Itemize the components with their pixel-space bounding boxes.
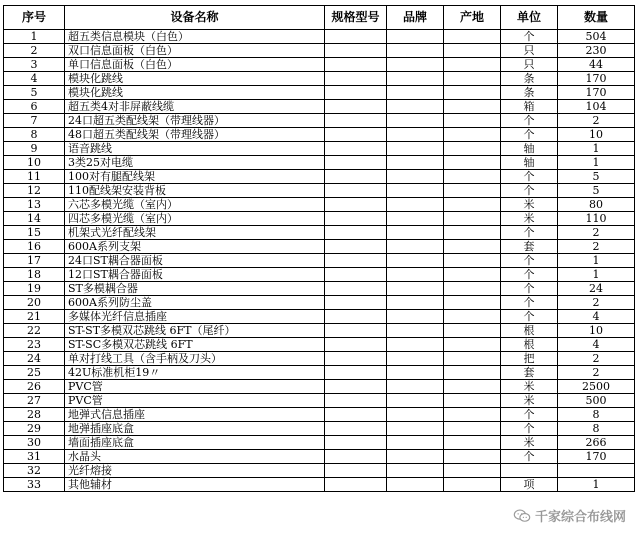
cell-brand <box>387 408 444 422</box>
cell-origin <box>444 254 501 268</box>
cell-spec <box>325 156 387 170</box>
cell-spec <box>325 212 387 226</box>
table-row <box>4 226 635 240</box>
cell-unit: 米 <box>501 380 558 394</box>
cell-qty: 10 <box>558 128 635 142</box>
cell-name: 单对打线工具（含手柄及刀头） <box>65 352 325 366</box>
cell-spec <box>325 478 387 492</box>
cell-brand <box>387 184 444 198</box>
cell-origin <box>444 184 501 198</box>
table-row <box>4 338 635 352</box>
cell-spec <box>325 408 387 422</box>
cell-unit: 条 <box>501 72 558 86</box>
table-row <box>4 352 635 366</box>
cell-unit: 个 <box>501 30 558 44</box>
cell-origin <box>444 72 501 86</box>
table-row <box>4 198 635 212</box>
header-unit: 单位 <box>501 6 558 30</box>
cell-spec <box>325 380 387 394</box>
cell-spec <box>325 394 387 408</box>
cell-no: 1 <box>4 30 65 44</box>
cell-brand <box>387 156 444 170</box>
cell-no: 26 <box>4 380 65 394</box>
cell-qty: 1 <box>558 478 635 492</box>
cell-qty: 266 <box>558 436 635 450</box>
cell-name: 42U标准机柜19〃 <box>65 366 325 380</box>
cell-brand <box>387 282 444 296</box>
header-no: 序号 <box>4 6 65 30</box>
cell-brand <box>387 352 444 366</box>
cell-name: 机架式光纤配线架 <box>65 226 325 240</box>
cell-origin <box>444 142 501 156</box>
cell-origin <box>444 282 501 296</box>
cell-no: 17 <box>4 254 65 268</box>
cell-brand <box>387 72 444 86</box>
cell-qty: 5 <box>558 184 635 198</box>
cell-qty: 2 <box>558 114 635 128</box>
cell-origin <box>444 450 501 464</box>
cell-unit: 个 <box>501 310 558 324</box>
cell-brand <box>387 436 444 450</box>
cell-spec <box>325 310 387 324</box>
cell-brand <box>387 128 444 142</box>
cell-qty: 2500 <box>558 380 635 394</box>
cell-qty: 2 <box>558 226 635 240</box>
cell-spec <box>325 114 387 128</box>
cell-unit: 只 <box>501 58 558 72</box>
table-row <box>4 394 635 408</box>
cell-origin <box>444 408 501 422</box>
cell-name: ST-ST多模双芯跳线 6FT（尾纤） <box>65 324 325 338</box>
cell-name: 600A系列防尘盖 <box>65 296 325 310</box>
cell-origin <box>444 366 501 380</box>
cell-name: PVC管 <box>65 394 325 408</box>
header-brand: 品牌 <box>387 6 444 30</box>
cell-brand <box>387 366 444 380</box>
cell-qty: 2 <box>558 240 635 254</box>
cell-unit: 米 <box>501 198 558 212</box>
table-row <box>4 296 635 310</box>
cell-unit: 个 <box>501 282 558 296</box>
cell-unit: 套 <box>501 240 558 254</box>
cell-brand <box>387 324 444 338</box>
cell-unit: 项 <box>501 478 558 492</box>
cell-brand <box>387 380 444 394</box>
cell-brand <box>387 464 444 478</box>
cell-spec <box>325 296 387 310</box>
cell-spec <box>325 352 387 366</box>
table-row <box>4 72 635 86</box>
cell-brand <box>387 170 444 184</box>
cell-no: 30 <box>4 436 65 450</box>
cell-unit <box>501 464 558 478</box>
cell-name: 超五类信息模块（白色） <box>65 30 325 44</box>
cell-origin <box>444 156 501 170</box>
cell-origin <box>444 30 501 44</box>
table-row <box>4 240 635 254</box>
cell-spec <box>325 100 387 114</box>
cell-qty: 170 <box>558 86 635 100</box>
cell-origin <box>444 170 501 184</box>
cell-name: 墙面插座底盒 <box>65 436 325 450</box>
table-row <box>4 142 635 156</box>
cell-origin <box>444 478 501 492</box>
cell-name: PVC管 <box>65 380 325 394</box>
cell-unit: 个 <box>501 422 558 436</box>
table-row <box>4 156 635 170</box>
cell-name: 六芯多模光缆（室内） <box>65 198 325 212</box>
cell-name: 超五类4对非屏蔽线缆 <box>65 100 325 114</box>
cell-no: 32 <box>4 464 65 478</box>
table-row <box>4 114 635 128</box>
table-row <box>4 422 635 436</box>
cell-origin <box>444 296 501 310</box>
cell-unit: 根 <box>501 338 558 352</box>
cell-unit: 个 <box>501 254 558 268</box>
cell-unit: 个 <box>501 268 558 282</box>
cell-spec <box>325 436 387 450</box>
cell-spec <box>325 324 387 338</box>
table-row <box>4 100 635 114</box>
cell-spec <box>325 366 387 380</box>
cell-unit: 米 <box>501 436 558 450</box>
cell-spec <box>325 282 387 296</box>
table-row <box>4 58 635 72</box>
cell-no: 24 <box>4 352 65 366</box>
cell-name: 24口超五类配线架（带理线器） <box>65 114 325 128</box>
cell-origin <box>444 338 501 352</box>
cell-unit: 个 <box>501 128 558 142</box>
cell-no: 7 <box>4 114 65 128</box>
cell-no: 2 <box>4 44 65 58</box>
cell-unit: 条 <box>501 86 558 100</box>
table-row <box>4 268 635 282</box>
cell-origin <box>444 212 501 226</box>
cell-unit: 米 <box>501 394 558 408</box>
cell-qty: 1 <box>558 142 635 156</box>
table-row <box>4 254 635 268</box>
cell-no: 29 <box>4 422 65 436</box>
cell-no: 14 <box>4 212 65 226</box>
cell-name: 100对有腿配线架 <box>65 170 325 184</box>
cell-qty: 4 <box>558 310 635 324</box>
cell-no: 12 <box>4 184 65 198</box>
cell-spec <box>325 184 387 198</box>
cell-no: 28 <box>4 408 65 422</box>
table-body <box>4 30 635 492</box>
cell-origin <box>444 226 501 240</box>
cell-unit: 箱 <box>501 100 558 114</box>
cell-brand <box>387 240 444 254</box>
cell-qty: 110 <box>558 212 635 226</box>
cell-spec <box>325 226 387 240</box>
table-row <box>4 450 635 464</box>
cell-name: 水晶头 <box>65 450 325 464</box>
cell-qty: 2 <box>558 352 635 366</box>
cell-brand <box>387 268 444 282</box>
cell-name: 12口ST耦合器面板 <box>65 268 325 282</box>
cell-name: 地弹式信息插座 <box>65 408 325 422</box>
equipment-table <box>3 5 635 492</box>
header-name: 设备名称 <box>65 6 325 30</box>
cell-name: 四芯多模光缆（室内） <box>65 212 325 226</box>
cell-origin <box>444 240 501 254</box>
cell-origin <box>444 128 501 142</box>
cell-spec <box>325 422 387 436</box>
cell-qty: 2 <box>558 366 635 380</box>
cell-unit: 把 <box>501 352 558 366</box>
table-row <box>4 86 635 100</box>
cell-qty: 24 <box>558 282 635 296</box>
table-row <box>4 44 635 58</box>
cell-qty: 1 <box>558 156 635 170</box>
cell-brand <box>387 226 444 240</box>
cell-origin <box>444 100 501 114</box>
cell-origin <box>444 198 501 212</box>
cell-brand <box>387 338 444 352</box>
cell-spec <box>325 142 387 156</box>
cell-name: 光纤熔接 <box>65 464 325 478</box>
cell-qty: 1 <box>558 268 635 282</box>
table-row <box>4 30 635 44</box>
cell-unit: 个 <box>501 226 558 240</box>
cell-brand <box>387 478 444 492</box>
cell-unit: 个 <box>501 450 558 464</box>
cell-no: 27 <box>4 394 65 408</box>
cell-spec <box>325 450 387 464</box>
cell-no: 31 <box>4 450 65 464</box>
cell-brand <box>387 254 444 268</box>
cell-brand <box>387 44 444 58</box>
cell-origin <box>444 114 501 128</box>
cell-no: 20 <box>4 296 65 310</box>
table-row <box>4 212 635 226</box>
cell-no: 33 <box>4 478 65 492</box>
table-row <box>4 464 635 478</box>
cell-brand <box>387 86 444 100</box>
cell-name: 24口ST耦合器面板 <box>65 254 325 268</box>
cell-qty: 8 <box>558 422 635 436</box>
cell-qty: 8 <box>558 408 635 422</box>
cell-brand <box>387 296 444 310</box>
cell-no: 16 <box>4 240 65 254</box>
cell-spec <box>325 44 387 58</box>
cell-unit: 根 <box>501 324 558 338</box>
wechat-icon <box>513 509 531 523</box>
cell-brand <box>387 422 444 436</box>
cell-unit: 只 <box>501 44 558 58</box>
cell-qty: 44 <box>558 58 635 72</box>
cell-spec <box>325 198 387 212</box>
cell-brand <box>387 212 444 226</box>
cell-name: 单口信息面板（白色） <box>65 58 325 72</box>
cell-qty: 80 <box>558 198 635 212</box>
watermark-text: 千家综合布线网 <box>534 510 626 525</box>
table-row <box>4 310 635 324</box>
cell-unit: 个 <box>501 184 558 198</box>
cell-qty: 504 <box>558 30 635 44</box>
watermark <box>513 506 626 525</box>
cell-no: 5 <box>4 86 65 100</box>
cell-qty: 1 <box>558 254 635 268</box>
table-row <box>4 324 635 338</box>
cell-brand <box>387 58 444 72</box>
cell-origin <box>444 86 501 100</box>
cell-qty: 170 <box>558 450 635 464</box>
cell-spec <box>325 86 387 100</box>
table-row <box>4 184 635 198</box>
cell-unit: 轴 <box>501 156 558 170</box>
cell-origin <box>444 268 501 282</box>
cell-name: ST多模耦合器 <box>65 282 325 296</box>
cell-unit: 个 <box>501 170 558 184</box>
cell-name: ST-SC多模双芯跳线 6FT <box>65 338 325 352</box>
cell-no: 19 <box>4 282 65 296</box>
cell-unit: 轴 <box>501 142 558 156</box>
cell-no: 21 <box>4 310 65 324</box>
table-row <box>4 408 635 422</box>
cell-unit: 个 <box>501 114 558 128</box>
cell-no: 25 <box>4 366 65 380</box>
cell-brand <box>387 30 444 44</box>
cell-qty: 10 <box>558 324 635 338</box>
cell-no: 23 <box>4 338 65 352</box>
cell-no: 4 <box>4 72 65 86</box>
cell-spec <box>325 58 387 72</box>
cell-origin <box>444 436 501 450</box>
cell-brand <box>387 310 444 324</box>
cell-unit: 套 <box>501 366 558 380</box>
cell-no: 9 <box>4 142 65 156</box>
header-row <box>4 6 635 30</box>
table-row <box>4 170 635 184</box>
cell-no: 13 <box>4 198 65 212</box>
cell-no: 22 <box>4 324 65 338</box>
cell-name: 多媒体光纤信息插座 <box>65 310 325 324</box>
header-origin: 产地 <box>444 6 501 30</box>
cell-name: 其他辅材 <box>65 478 325 492</box>
cell-qty: 500 <box>558 394 635 408</box>
cell-origin <box>444 352 501 366</box>
cell-unit: 个 <box>501 408 558 422</box>
cell-brand <box>387 198 444 212</box>
cell-name: 模块化跳线 <box>65 86 325 100</box>
cell-origin <box>444 422 501 436</box>
cell-no: 15 <box>4 226 65 240</box>
cell-no: 10 <box>4 156 65 170</box>
cell-unit: 米 <box>501 212 558 226</box>
cell-brand <box>387 394 444 408</box>
table-row <box>4 282 635 296</box>
cell-name: 600A系列支架 <box>65 240 325 254</box>
cell-origin <box>444 44 501 58</box>
cell-brand <box>387 450 444 464</box>
cell-spec <box>325 338 387 352</box>
cell-qty: 230 <box>558 44 635 58</box>
cell-spec <box>325 240 387 254</box>
cell-qty: 170 <box>558 72 635 86</box>
cell-qty: 5 <box>558 170 635 184</box>
cell-no: 3 <box>4 58 65 72</box>
cell-brand <box>387 142 444 156</box>
cell-origin <box>444 464 501 478</box>
cell-name: 3类25对电缆 <box>65 156 325 170</box>
cell-name: 语音跳线 <box>65 142 325 156</box>
cell-brand <box>387 114 444 128</box>
cell-spec <box>325 170 387 184</box>
cell-no: 8 <box>4 128 65 142</box>
cell-spec <box>325 464 387 478</box>
cell-qty: 104 <box>558 100 635 114</box>
table-row <box>4 436 635 450</box>
table-row <box>4 380 635 394</box>
cell-spec <box>325 30 387 44</box>
cell-spec <box>325 72 387 86</box>
cell-unit: 个 <box>501 296 558 310</box>
cell-origin <box>444 324 501 338</box>
cell-qty: 4 <box>558 338 635 352</box>
cell-origin <box>444 58 501 72</box>
cell-brand <box>387 100 444 114</box>
cell-spec <box>325 268 387 282</box>
cell-qty: 2 <box>558 296 635 310</box>
cell-name: 双口信息面板（白色） <box>65 44 325 58</box>
cell-qty <box>558 464 635 478</box>
cell-name: 48口超五类配线架（带理线器） <box>65 128 325 142</box>
cell-spec <box>325 128 387 142</box>
header-qty: 数量 <box>558 6 635 30</box>
cell-no: 6 <box>4 100 65 114</box>
header-spec: 规格型号 <box>325 6 387 30</box>
cell-name: 110配线架安装背板 <box>65 184 325 198</box>
cell-name: 模块化跳线 <box>65 72 325 86</box>
cell-origin <box>444 394 501 408</box>
cell-name: 地弹插座底盒 <box>65 422 325 436</box>
table-row <box>4 366 635 380</box>
cell-no: 18 <box>4 268 65 282</box>
cell-origin <box>444 310 501 324</box>
cell-origin <box>444 380 501 394</box>
cell-spec <box>325 254 387 268</box>
table-row <box>4 478 635 492</box>
table-row <box>4 128 635 142</box>
cell-no: 11 <box>4 170 65 184</box>
